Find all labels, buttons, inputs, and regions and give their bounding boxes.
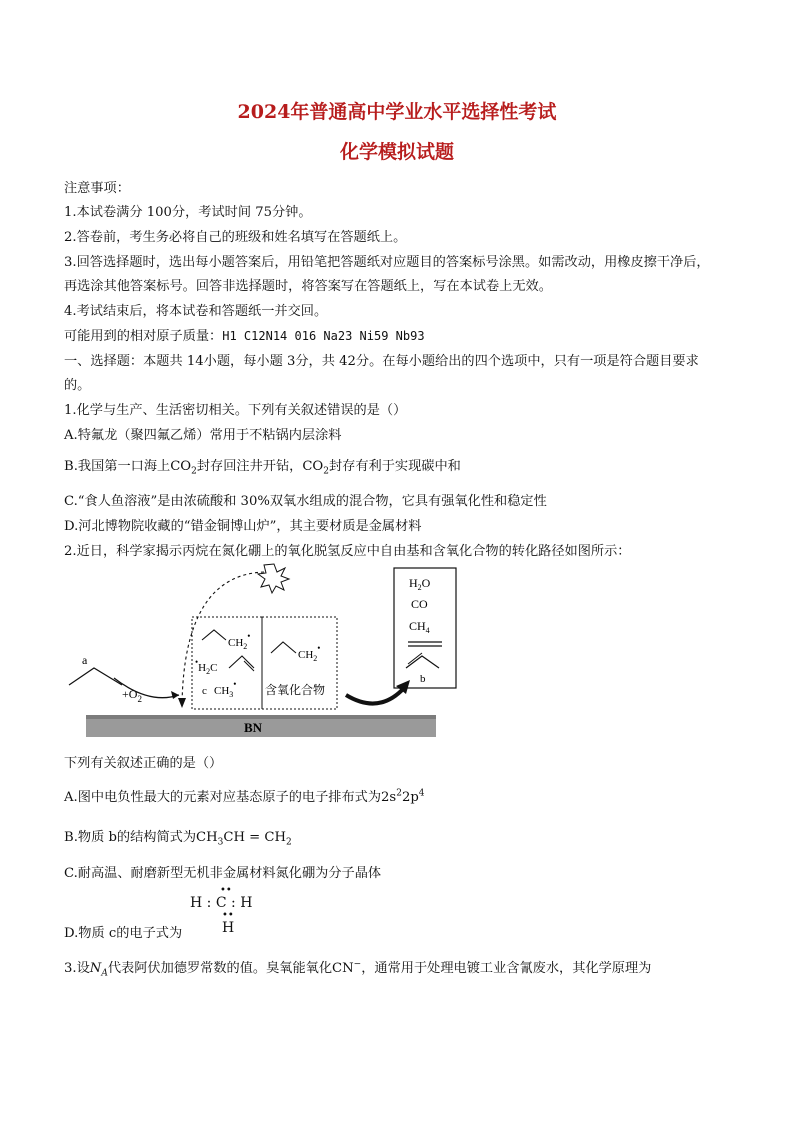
product-ch4-sub: 4 xyxy=(425,626,430,635)
radical-4-sub: 2 xyxy=(313,654,318,663)
product-ch4 xyxy=(409,619,430,635)
radical-2-c: C xyxy=(210,662,218,674)
cyanide-ion: CN− xyxy=(332,959,362,976)
product-co: CO xyxy=(411,597,428,611)
notice-item-3-cont: 再选涂其他答案标号。回答非选择题时，将答案写在答题纸上，写在本试卷上无效。 xyxy=(64,279,552,294)
label-a: a xyxy=(82,653,88,667)
oxygen-reactant-text: +O xyxy=(122,687,138,701)
co2-formula: $CO_2$ xyxy=(170,459,197,477)
burst-icon xyxy=(258,564,289,593)
notice-heading: 注意事项： xyxy=(64,181,130,196)
radical-1-dot: • xyxy=(247,631,251,641)
dot-h-left: H xyxy=(190,895,203,911)
q1-option-d: D.河北博物院收藏的“错金铜博山炉”，其主要材质是金属材料 xyxy=(64,519,422,534)
q1-b-text1: B.我国第一口海上 xyxy=(64,459,171,474)
notice-item-3: 3.回答选择题时，选出每小题答案后，用铅笔把答题纸对应题目的答案标号涂黑。如需改动，用橡皮擦干净后， xyxy=(64,255,710,270)
product-h2o-o: O xyxy=(421,576,431,590)
co2-text-2: CO xyxy=(302,459,324,474)
notice-item-1: 1.本试卷满分 100分，考试时间 75分钟。 xyxy=(64,205,312,220)
atomic-mass-line xyxy=(64,325,425,344)
dot-h-bottom: H xyxy=(222,920,235,936)
structural-formula: $CH_3CH = CH_2$ xyxy=(196,830,292,848)
radical-4-dot: • xyxy=(317,643,321,653)
q2-stem: 2.近日，科学家揭示丙烷在氮化硼上的氧化脱氢反应中自由基和含氧化合物的转化路径如图所示： xyxy=(64,544,631,559)
avogadro-n: N xyxy=(89,961,102,976)
atomic-mass-label: 可能用到的相对原子质量： xyxy=(64,329,223,344)
radical-4-text: CH xyxy=(298,649,314,661)
q3-text3: ，通常用于处理电镀工业含氰废水，其化学原理为 xyxy=(361,961,652,976)
radical-2-sub: 2 xyxy=(206,667,211,676)
dot-h-right: H xyxy=(240,895,253,911)
section1-intro: 一、选择题：本题共 14小题，每小题 3分，共 42分。在每小题给出的四个选项中，只有一项是符合题目要求 xyxy=(64,354,699,369)
radical-3-sub: 3 xyxy=(229,690,234,699)
radical-4 xyxy=(298,643,320,663)
co2-formula-2: $CO_2$ xyxy=(302,459,329,477)
radical-1-text: CH xyxy=(228,637,244,649)
radical-2-dot: • xyxy=(195,657,199,667)
radical-1 xyxy=(228,631,250,651)
radical-2-skeleton xyxy=(229,656,254,668)
q2-option-c: C.耐高温、耐磨新型无机非金属材料氮化硼为分子晶体 xyxy=(64,866,382,881)
co2-text: CO xyxy=(170,459,192,474)
section1-intro-cont: 的。 xyxy=(64,378,91,393)
dot-top: •• xyxy=(220,885,232,896)
cyanide-text: CN xyxy=(332,961,354,976)
radical-2-text: H xyxy=(198,662,207,674)
q2-option-a xyxy=(64,786,425,805)
q3-text1: 3.设 xyxy=(64,961,90,976)
propane-molecule xyxy=(69,668,122,685)
q1-b-text2: 封存回注井开钻， xyxy=(196,459,303,474)
bn-surface-texture xyxy=(86,715,436,719)
radical-3-text: CH xyxy=(214,685,230,697)
reaction-pathway-figure xyxy=(64,560,664,740)
notice-item-4: 4.考试结束后，将本试卷和答题纸一并交回。 xyxy=(64,304,328,319)
product-h2o-text: H xyxy=(409,576,418,590)
label-b: b xyxy=(420,673,426,685)
q1-stem: 1.化学与生产、生活密切相关。下列有关叙述错误的是（） xyxy=(64,403,407,418)
atomic-mass-values: H1 C12N14 016 Na23 Ni59 Nb93 xyxy=(222,329,425,343)
q2-option-b xyxy=(64,826,292,848)
arrow-to-products xyxy=(346,688,404,704)
q3-text2: 代表阿伏加德罗常数的值。臭氧能氧化 xyxy=(107,961,333,976)
q3-stem xyxy=(64,957,651,979)
oxygen-subscript: 2 xyxy=(137,694,142,704)
dot-c: C xyxy=(215,895,227,911)
avogadro-symbol: $N_A$ xyxy=(89,961,108,979)
dot-row: H : C : H xyxy=(190,895,253,911)
radical-1-skeleton xyxy=(202,630,226,640)
product-ch4-text: CH xyxy=(409,619,426,633)
product-h2o-sub: 2 xyxy=(417,583,422,592)
q1-option-a: A.特氟龙（聚四氟乙烯）常用于不粘锅内层涂料 xyxy=(64,428,342,443)
label-c: c xyxy=(202,685,207,697)
q1-option-b xyxy=(64,455,461,477)
radical-4-skeleton xyxy=(271,642,296,653)
q1-b-text3: 封存有利于实现碳中和 xyxy=(328,459,461,474)
radical-3 xyxy=(214,679,236,699)
electron-config: $2s^22p^4$ xyxy=(381,788,425,805)
notice-item-2: 2.答卷前，考生务必将自己的班级和姓名填写在答题纸上。 xyxy=(64,230,407,245)
exam-title: 2024年普通高中学业水平选择性考试 xyxy=(237,101,557,123)
radical-2 xyxy=(195,657,217,676)
oxygenate-label: 含氧化合物 xyxy=(265,683,326,697)
q1-option-c: C.“食人鱼溶液”是由浓硫酸和 30%双氧水组成的混合物，它具有强氧化性和稳定性 xyxy=(64,494,547,509)
electron-config-text: 2s xyxy=(381,790,397,805)
q2-b-text: B.物质 b的结构简式为 xyxy=(64,830,197,845)
q2-ask: 下列有关叙述正确的是（） xyxy=(64,756,223,771)
arrow-head-1 xyxy=(171,691,179,699)
q2-option-d: D.物质 c的电子式为 xyxy=(64,926,183,941)
radical-3-dot: • xyxy=(233,679,237,689)
dot-lower: •• xyxy=(222,910,234,921)
structural-formula-text: CH xyxy=(196,830,218,845)
bn-label: BN xyxy=(244,720,263,735)
arrow-head-2 xyxy=(178,698,186,708)
exam-subtitle: 化学模拟试题 xyxy=(339,141,454,163)
propylene-double-bond xyxy=(408,653,422,664)
q2-a-text: A.图中电负性最大的元素对应基态原子的电子排布式为 xyxy=(64,790,382,805)
product-h2o xyxy=(409,576,431,592)
radical-1-sub: 2 xyxy=(243,642,248,651)
